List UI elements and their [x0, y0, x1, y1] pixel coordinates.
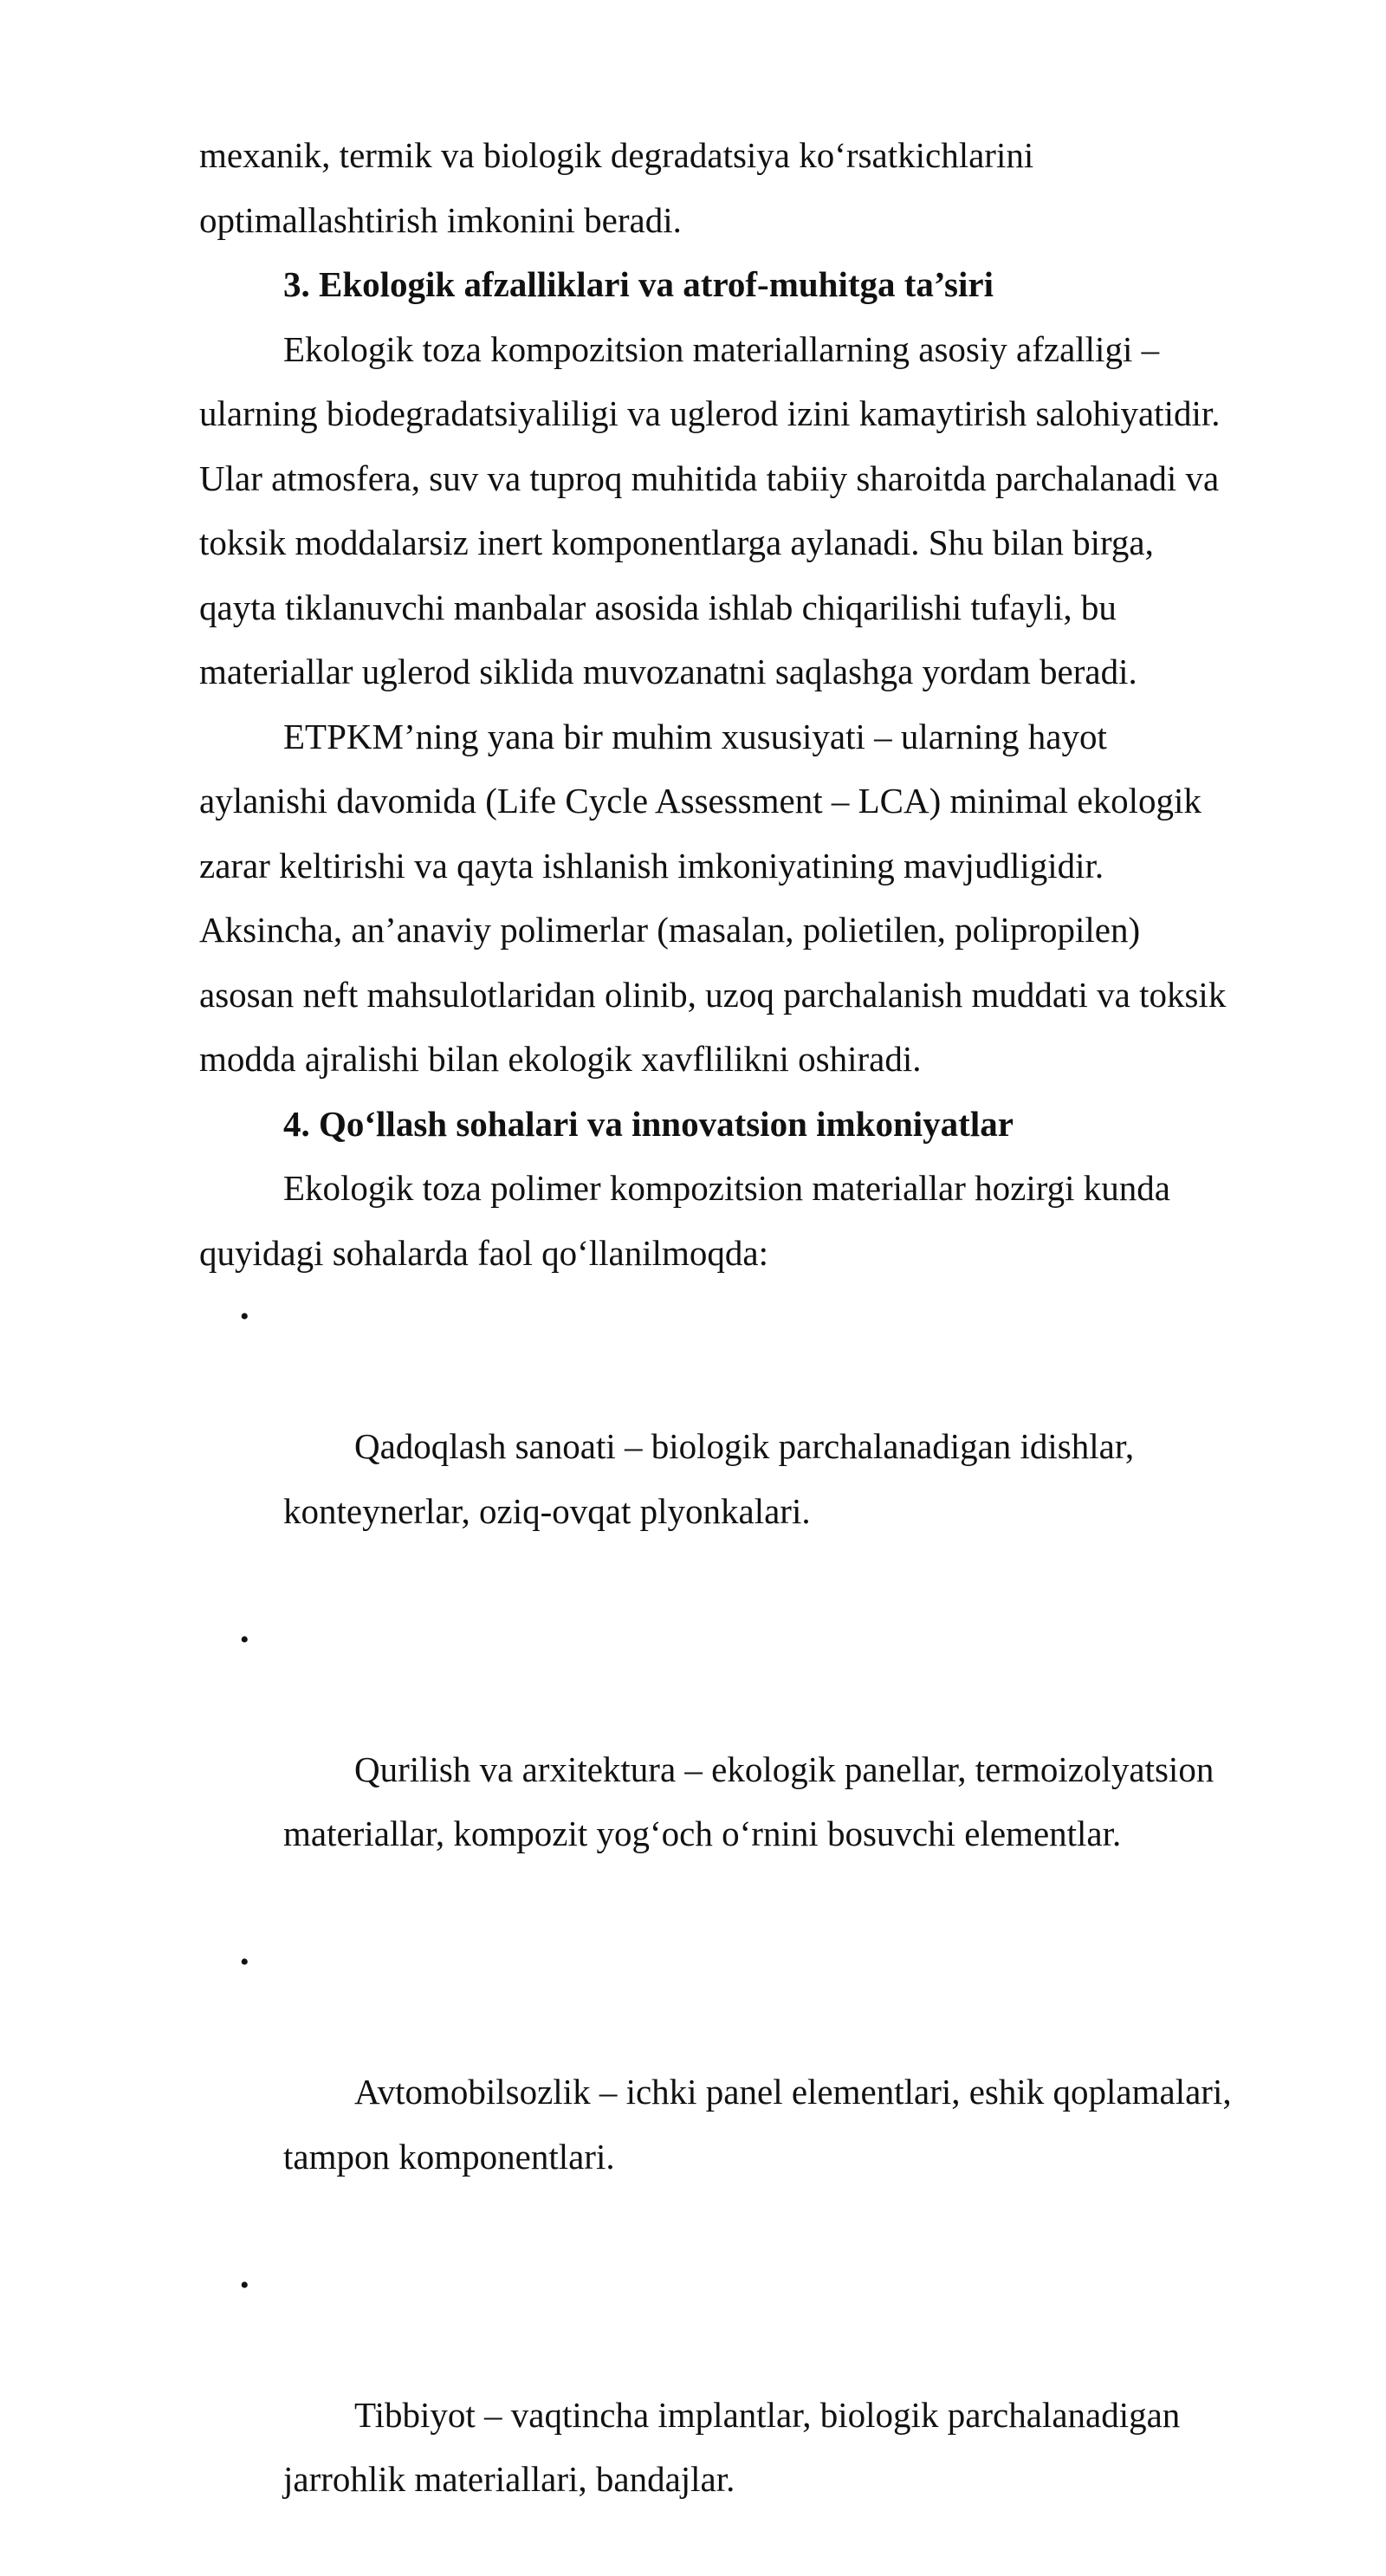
list-item-text: Qadoqlash sanoati – biologik parchalanadigan idishlar, konteynerlar, oziq-ovqat plyonkalari.	[283, 1426, 1134, 1531]
section-3-paragraph-2: ETPKM’ning yana bir muhim xususiyati – ularning hayot aylanishi davomida (Life Cycle Assessment – LCA) minimal ekologik zarar keltirishi va qayta ishlanish imkoniyatining mavjudligidir. Aksincha, an’anaviy polimerlar (masalan, polietilen, polipropilen) asosan neft mahsulotlaridan olinib, uzoq parchalanish muddati va toksik modda ajralishi bilan ekologik xavflilikni oshiradi.	[199, 704, 1282, 1092]
list-item	[199, 1608, 1282, 1931]
section-3-paragraph-1: Ekologik toza kompozitsion materiallarning asosiy afzalligi – ularning biodegradatsiyaliligi va uglerod izini kamaytirish salohiyatidir. Ular atmosfera, suv va tuproq muhitida tabiiy sharoitda parchalanadi va toksik moddalarsiz inert komponentlarga aylanadi. Shu bilan birga, qayta tiklanuvchi manbalar asosida ishlab chiqarilishi tufayli, bu materiallar uglerod siklida muvozanatni saqlashga yordam beradi.	[199, 317, 1282, 704]
bullet-icon: •	[240, 1608, 249, 1673]
list-item	[199, 2254, 1282, 2576]
bullet-icon: •	[240, 1285, 249, 1350]
continued-paragraph: mexanik, termik va biologik degradatsiya ko‘rsatkichlarini optimallashtirish imkonini beradi.	[199, 123, 1282, 252]
list-item-text: Tibbiyot – vaqtincha implantlar, biologik parchalanadigan jarrohlik materiallari, bandajlar.	[283, 2395, 1180, 2500]
section-3-heading: 3. Ekologik afzalliklari va atrof-muhitga ta’siri	[199, 252, 1282, 317]
section-4-paragraph-1: Ekologik toza polimer kompozitsion materiallar hozirgi kunda quyidagi sohalarda faol qo‘llanilmoqda:	[199, 1156, 1282, 1285]
applications-list	[199, 1285, 1282, 2576]
list-item	[199, 1285, 1282, 1608]
list-item	[199, 1930, 1282, 2254]
list-item-text: Qurilish va arxitektura – ekologik panellar, termoizolyatsion materiallar, kompozit yog‘och o‘rnini bosuvchi elementlar.	[283, 1749, 1214, 1854]
bullet-icon: •	[240, 2254, 249, 2319]
section-4-heading: 4. Qo‘llash sohalari va innovatsion imkoniyatlar	[199, 1092, 1282, 1157]
bullet-icon: •	[240, 1930, 249, 1995]
document-body	[199, 123, 1282, 2576]
list-item-text: Avtomobilsozlik – ichki panel elementlari, eshik qoplamalari, tampon komponentlari.	[283, 2072, 1232, 2177]
